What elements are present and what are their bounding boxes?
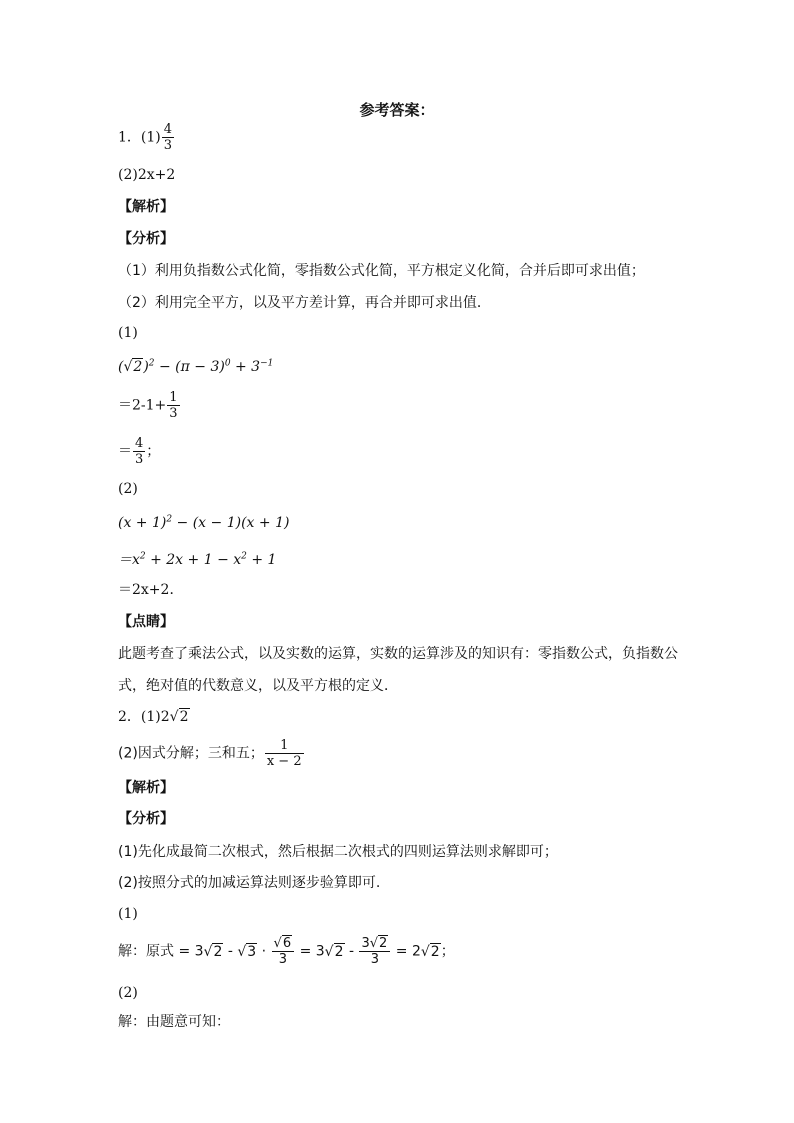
sqrt-symbol: √2 [369, 936, 388, 951]
sqrt-symbol: √2 [169, 709, 189, 725]
fraction: $\frac{1}{3}$ [169, 390, 178, 421]
sqrt-symbol: √3 [237, 943, 257, 960]
q2-answer-1: 2．(1)2√2 [118, 709, 189, 725]
q1-part1-label: (1) [118, 325, 138, 341]
fraction: $\frac{4}{3}$ [163, 122, 173, 153]
q1-analysis-1: （1）利用负指数公式化简，零指数公式化简，平方根定义化简，合并后即可求出值； [118, 263, 645, 279]
q1-answer-1 [118, 122, 175, 153]
q1-step-1: ＝2-1+ $\frac{1}{3}$ [118, 390, 178, 421]
q1-analysis-2: （2）利用完全平方，以及平方差计算，再合并即可求出值． [118, 295, 491, 311]
q2-fenxi-heading: 【分析】 [118, 811, 174, 827]
q1-part2-label: (2) [118, 481, 138, 497]
fraction: $\frac{√6}{3}$ [272, 936, 295, 967]
fraction: $\frac{3√2}{3}$ [359, 936, 390, 967]
q2-analysis-1: (1)先化成最简二次根式，然后根据二次根式的四则运算法则求解即可； [118, 844, 558, 860]
sqrt-symbol: √6 [273, 936, 292, 951]
q1-step-3: $=x^2 + 2x + 1 - x^2 + 1$ [118, 551, 277, 568]
q1-comment-line-1: 此题考查了乘法公式，以及实数的运算，实数的运算涉及的知识有：零指数公式，负指数公 [118, 646, 678, 662]
q1-dianjing-heading: 【点睛】 [118, 614, 174, 630]
q2-answer-2: (2)因式分解；三和五； $\frac{1}{x - 2}$ [118, 738, 302, 769]
q1-answer-2: (2)2x+2 [118, 167, 176, 183]
q1-comment-line-2: 式，绝对值的代数意义，以及平方根的定义． [118, 678, 398, 694]
q2-solution-1: 解：原式 = 3√2 - √3 · $\frac{√6}{3}$ = 3√2 - $\frac{3√2}{3}$ = 2√2； [118, 936, 455, 967]
fraction: $\frac{4}{3}$ [135, 436, 144, 467]
q2-part1-label: (1) [118, 906, 138, 922]
q2-jiexi-heading: 【解析】 [118, 780, 174, 796]
q1-jiexi-heading: 【解析】 [118, 199, 174, 215]
q2-part2-label: (2) [118, 985, 138, 1001]
sqrt-symbol: √2 [123, 359, 143, 375]
q1-expression-1: $(√2)^2 - (\pi - 3)^0 + 3^{-1}$ [118, 358, 274, 375]
q2-part2-text: 解：由题意可知： [118, 1014, 230, 1030]
q1-expression-2: $(x + 1)^2 - (x - 1)(x + 1)$ [118, 514, 290, 531]
sqrt-symbol: √2 [203, 943, 223, 960]
sqrt-symbol: √2 [324, 943, 344, 960]
fraction: $\frac{1}{x - 2}$ [266, 738, 302, 769]
q2-analysis-2: (2)按照分式的加减运算法则逐步验算即可. [118, 875, 381, 891]
q1-step-4: ＝2x+2． [118, 582, 184, 598]
page-title: 参考答案： [359, 101, 435, 119]
sqrt-symbol: √2 [420, 943, 440, 960]
q1-step-2: ＝ $\frac{4}{3}$ ； [118, 436, 161, 467]
q1-answer-1-label: 1．(1) [118, 129, 161, 146]
q1-fenxi-heading: 【分析】 [118, 231, 174, 247]
